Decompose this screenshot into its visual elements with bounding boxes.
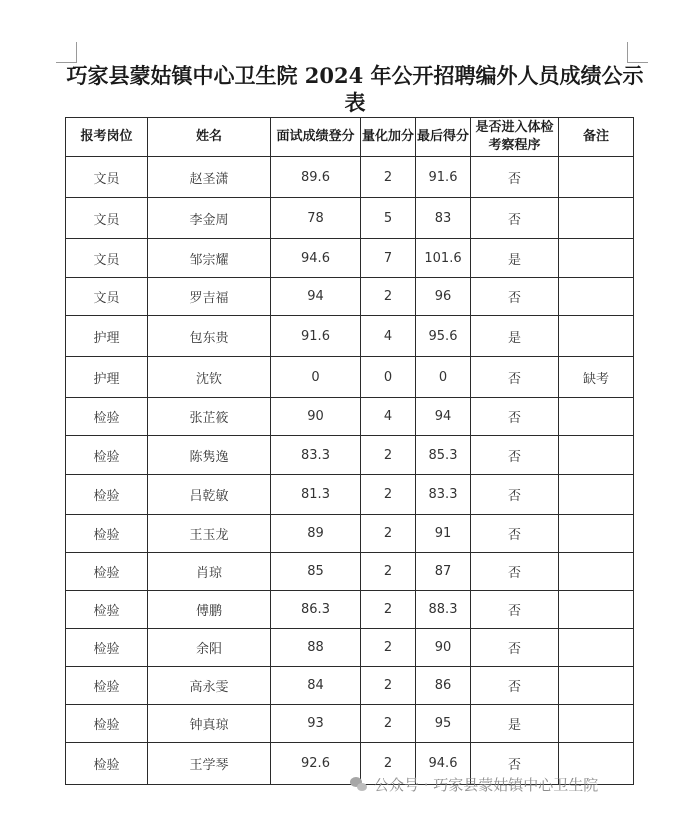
cell-bonus: 2 xyxy=(361,278,416,316)
cell-bonus: 4 xyxy=(361,398,416,436)
cell-name: 王学琴 xyxy=(148,743,271,785)
cell-name: 罗吉福 xyxy=(148,278,271,316)
cell-remark xyxy=(559,591,634,629)
cell-name: 钟真琼 xyxy=(148,705,271,743)
cell-position: 检验 xyxy=(66,475,148,515)
table-row xyxy=(66,398,634,436)
cell-remark xyxy=(559,629,634,667)
cell-name: 李金周 xyxy=(148,198,271,239)
table-row xyxy=(66,357,634,398)
watermark-text: 公众号 · 巧家县蒙姑镇中心卫生院 xyxy=(374,776,599,794)
page-corner-mark xyxy=(56,42,77,63)
cell-interview-score: 78 xyxy=(271,198,361,239)
table-row xyxy=(66,436,634,475)
cell-final-score: 83.3 xyxy=(416,475,471,515)
cell-remark xyxy=(559,157,634,198)
cell-position: 检验 xyxy=(66,629,148,667)
table-row xyxy=(66,553,634,591)
cell-interview-score: 90 xyxy=(271,398,361,436)
cell-final-score: 85.3 xyxy=(416,436,471,475)
cell-medical-exam: 否 xyxy=(471,436,559,475)
cell-medical-exam: 否 xyxy=(471,357,559,398)
cell-medical-exam: 否 xyxy=(471,629,559,667)
cell-medical-exam: 否 xyxy=(471,398,559,436)
cell-position: 检验 xyxy=(66,398,148,436)
cell-position: 检验 xyxy=(66,591,148,629)
cell-final-score: 0 xyxy=(416,357,471,398)
cell-medical-exam: 是 xyxy=(471,705,559,743)
cell-name: 肖琼 xyxy=(148,553,271,591)
cell-interview-score: 89 xyxy=(271,515,361,553)
cell-interview-score: 84 xyxy=(271,667,361,705)
cell-position: 文员 xyxy=(66,278,148,316)
cell-medical-exam: 是 xyxy=(471,239,559,278)
cell-interview-score: 89.6 xyxy=(271,157,361,198)
cell-position: 文员 xyxy=(66,198,148,239)
table-row xyxy=(66,198,634,239)
cell-final-score: 94.6 xyxy=(416,743,471,785)
cell-position: 护理 xyxy=(66,357,148,398)
cell-final-score: 91.6 xyxy=(416,157,471,198)
cell-bonus: 2 xyxy=(361,667,416,705)
cell-remark xyxy=(559,515,634,553)
cell-name: 邹宗耀 xyxy=(148,239,271,278)
cell-final-score: 96 xyxy=(416,278,471,316)
wechat-icon xyxy=(350,777,368,793)
cell-interview-score: 83.3 xyxy=(271,436,361,475)
cell-name: 余阳 xyxy=(148,629,271,667)
cell-name: 傅鹏 xyxy=(148,591,271,629)
cell-medical-exam: 否 xyxy=(471,591,559,629)
cell-remark xyxy=(559,198,634,239)
table-row xyxy=(66,629,634,667)
cell-name: 张芷筱 xyxy=(148,398,271,436)
cell-remark xyxy=(559,436,634,475)
cell-final-score: 95.6 xyxy=(416,316,471,357)
cell-bonus: 5 xyxy=(361,198,416,239)
cell-medical-exam: 否 xyxy=(471,553,559,591)
cell-remark xyxy=(559,239,634,278)
cell-name: 王玉龙 xyxy=(148,515,271,553)
cell-position: 检验 xyxy=(66,553,148,591)
cell-remark xyxy=(559,398,634,436)
cell-final-score: 95 xyxy=(416,705,471,743)
cell-name: 高永雯 xyxy=(148,667,271,705)
cell-interview-score: 88 xyxy=(271,629,361,667)
table-row xyxy=(66,278,634,316)
cell-medical-exam: 否 xyxy=(471,475,559,515)
cell-final-score: 86 xyxy=(416,667,471,705)
document-title: 巧家县蒙姑镇中心卫生院 2024 年公开招聘编外人员成绩公示表 xyxy=(66,63,644,115)
header-position: 报考岗位 xyxy=(66,118,148,157)
cell-medical-exam: 否 xyxy=(471,278,559,316)
cell-remark: 缺考 xyxy=(559,357,634,398)
cell-interview-score: 85 xyxy=(271,553,361,591)
header-name: 姓名 xyxy=(148,118,271,157)
cell-bonus: 2 xyxy=(361,515,416,553)
cell-bonus: 2 xyxy=(361,705,416,743)
cell-remark xyxy=(559,316,634,357)
header-bonus: 量化加分 xyxy=(361,118,416,157)
cell-final-score: 83 xyxy=(416,198,471,239)
cell-name: 沈钦 xyxy=(148,357,271,398)
cell-final-score: 87 xyxy=(416,553,471,591)
table-row xyxy=(66,591,634,629)
table-row xyxy=(66,705,634,743)
cell-remark xyxy=(559,475,634,515)
cell-medical-exam: 否 xyxy=(471,667,559,705)
cell-position: 文员 xyxy=(66,239,148,278)
cell-position: 检验 xyxy=(66,515,148,553)
cell-name: 陈隽逸 xyxy=(148,436,271,475)
cell-medical-exam: 是 xyxy=(471,316,559,357)
cell-interview-score: 94.6 xyxy=(271,239,361,278)
cell-interview-score: 81.3 xyxy=(271,475,361,515)
header-final-score: 最后得分 xyxy=(416,118,471,157)
cell-position: 检验 xyxy=(66,705,148,743)
cell-interview-score: 0 xyxy=(271,357,361,398)
cell-final-score: 91 xyxy=(416,515,471,553)
cell-name: 赵圣潇 xyxy=(148,157,271,198)
cell-bonus: 2 xyxy=(361,591,416,629)
cell-interview-score: 93 xyxy=(271,705,361,743)
cell-medical-exam: 否 xyxy=(471,743,559,785)
cell-final-score: 90 xyxy=(416,629,471,667)
cell-bonus: 2 xyxy=(361,629,416,667)
table-header-row xyxy=(66,118,634,157)
cell-final-score: 101.6 xyxy=(416,239,471,278)
table-row xyxy=(66,475,634,515)
cell-interview-score: 92.6 xyxy=(271,743,361,785)
cell-position: 检验 xyxy=(66,436,148,475)
cell-bonus: 2 xyxy=(361,553,416,591)
cell-interview-score: 86.3 xyxy=(271,591,361,629)
page-corner-mark xyxy=(627,42,648,63)
cell-bonus: 4 xyxy=(361,316,416,357)
cell-bonus: 2 xyxy=(361,743,416,785)
cell-interview-score: 91.6 xyxy=(271,316,361,357)
table-row xyxy=(66,515,634,553)
header-remark: 备注 xyxy=(559,118,634,157)
cell-final-score: 94 xyxy=(416,398,471,436)
table-row xyxy=(66,667,634,705)
wechat-watermark xyxy=(350,774,598,795)
cell-remark xyxy=(559,553,634,591)
results-table xyxy=(65,117,634,785)
table-row xyxy=(66,239,634,278)
cell-bonus: 7 xyxy=(361,239,416,278)
header-interview-score: 面试成绩登分 xyxy=(271,118,361,157)
cell-bonus: 2 xyxy=(361,157,416,198)
table-row xyxy=(66,157,634,198)
cell-remark xyxy=(559,278,634,316)
table-row xyxy=(66,316,634,357)
cell-position: 文员 xyxy=(66,157,148,198)
cell-medical-exam: 否 xyxy=(471,157,559,198)
cell-bonus: 2 xyxy=(361,475,416,515)
cell-final-score: 88.3 xyxy=(416,591,471,629)
cell-position: 检验 xyxy=(66,743,148,785)
header-medical-exam: 是否进入体检考察程序 xyxy=(471,118,559,157)
cell-bonus: 0 xyxy=(361,357,416,398)
cell-name: 吕乾敏 xyxy=(148,475,271,515)
cell-remark xyxy=(559,705,634,743)
cell-interview-score: 94 xyxy=(271,278,361,316)
cell-bonus: 2 xyxy=(361,436,416,475)
cell-medical-exam: 否 xyxy=(471,198,559,239)
cell-position: 护理 xyxy=(66,316,148,357)
cell-medical-exam: 否 xyxy=(471,515,559,553)
cell-name: 包东贵 xyxy=(148,316,271,357)
cell-remark xyxy=(559,667,634,705)
cell-position: 检验 xyxy=(66,667,148,705)
